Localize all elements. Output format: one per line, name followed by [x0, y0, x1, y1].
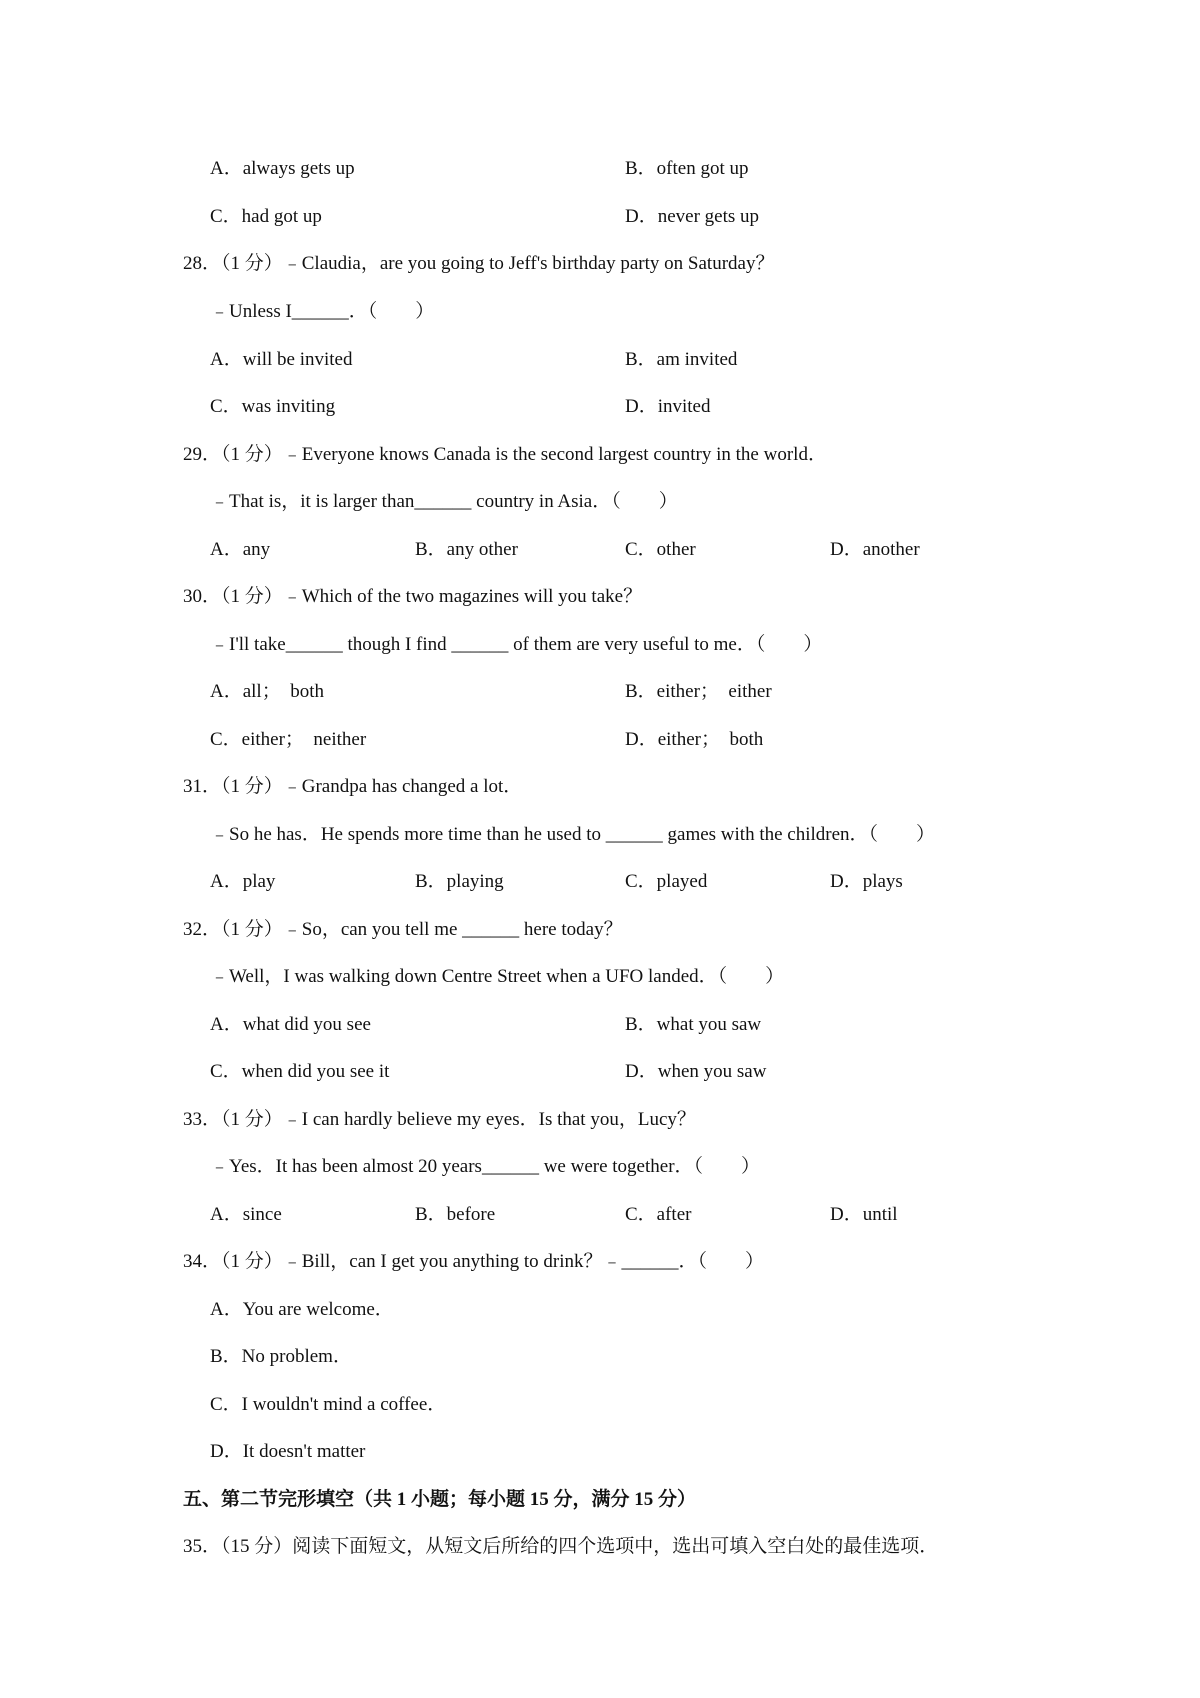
q32-option-a[interactable]: A．what did you see: [210, 1014, 371, 1035]
q33-reply: ﹣Yes．It has been almost 20 years______ we were together．（ ）: [210, 1156, 761, 1177]
q32-option-b[interactable]: B．what you saw: [625, 1014, 762, 1035]
q28-option-c[interactable]: C．was inviting: [210, 396, 336, 417]
q34-option-c[interactable]: C．I wouldn't mind a coffee．: [210, 1394, 447, 1415]
q34-option-b[interactable]: B．No problem．: [210, 1346, 352, 1367]
q28-reply: ﹣Unless I______．（ ）: [210, 301, 435, 322]
q28-stem: 28．（1 分）﹣Claudia，are you going to Jeff's birthday party on Saturday？: [183, 253, 775, 274]
q31-reply: ﹣So he has．He spends more time than he used to ______ games with the children．（ ）: [210, 824, 936, 845]
q31-option-a[interactable]: A．play: [210, 871, 276, 892]
q27-option-a[interactable]: A．always gets up: [210, 158, 355, 179]
q30-option-c[interactable]: C．either； neither: [210, 729, 367, 750]
section-heading: 五、第二节完形填空（共 1 小题；每小题 15 分，满分 15 分）: [183, 1489, 697, 1510]
q29-option-c[interactable]: C．other: [625, 539, 696, 560]
q33-option-a[interactable]: A．since: [210, 1204, 282, 1225]
q27-option-b[interactable]: B．often got up: [625, 158, 749, 179]
q27-option-d[interactable]: D．never gets up: [625, 206, 760, 227]
q30-option-b[interactable]: B．either； either: [625, 681, 772, 702]
q32-option-d[interactable]: D．when you saw: [625, 1061, 767, 1082]
q31-option-c[interactable]: C．played: [625, 871, 708, 892]
q29-option-d[interactable]: D．another: [830, 539, 920, 560]
q31-option-b[interactable]: B．playing: [415, 871, 504, 892]
q29-reply: ﹣That is，it is larger than______ country in Asia．（ ）: [210, 491, 678, 512]
q33-stem: 33．（1 分）﹣I can hardly believe my eyes．Is that you，Lucy？: [183, 1109, 696, 1130]
q33-option-b[interactable]: B．before: [415, 1204, 496, 1225]
q34-stem: 34．（1 分）﹣Bill，can I get you anything to drink？﹣______．（ ）: [183, 1251, 765, 1272]
q33-option-c[interactable]: C．after: [625, 1204, 692, 1225]
q30-reply: ﹣I'll take______ though I find ______ of them are very useful to me．（ ）: [210, 634, 823, 655]
q30-stem: 30．（1 分）﹣Which of the two magazines will you take？: [183, 586, 643, 607]
q29-option-a[interactable]: A．any: [210, 539, 271, 560]
q29-option-b[interactable]: B．any other: [415, 539, 518, 560]
q27-option-c[interactable]: C．had got up: [210, 206, 322, 227]
q32-option-c[interactable]: C．when did you see it: [210, 1061, 390, 1082]
q35-stem: 35．（15 分）阅读下面短文，从短文后所给的四个选项中，选出可填入空白处的最佳选项．: [183, 1536, 939, 1557]
q31-stem: 31．（1 分）﹣Grandpa has changed a lot．: [183, 776, 523, 797]
q31-option-d[interactable]: D．plays: [830, 871, 903, 892]
q28-option-a[interactable]: A．will be invited: [210, 349, 353, 370]
q33-option-d[interactable]: D．until: [830, 1204, 898, 1225]
q32-reply: ﹣Well，I was walking down Centre Street when a UFO landed．（ ）: [210, 966, 785, 987]
q32-stem: 32．（1 分）﹣So，can you tell me ______ here today？: [183, 919, 623, 940]
q34-option-a[interactable]: A．You are welcome．: [210, 1299, 394, 1320]
q30-option-a[interactable]: A．all； both: [210, 681, 324, 702]
q28-option-d[interactable]: D．invited: [625, 396, 711, 417]
q30-option-d[interactable]: D．either； both: [625, 729, 764, 750]
q34-option-d[interactable]: D．It doesn't matter: [210, 1441, 366, 1462]
q29-stem: 29．（1 分）﹣Everyone knows Canada is the second largest country in the world．: [183, 444, 827, 465]
q28-option-b[interactable]: B．am invited: [625, 349, 738, 370]
